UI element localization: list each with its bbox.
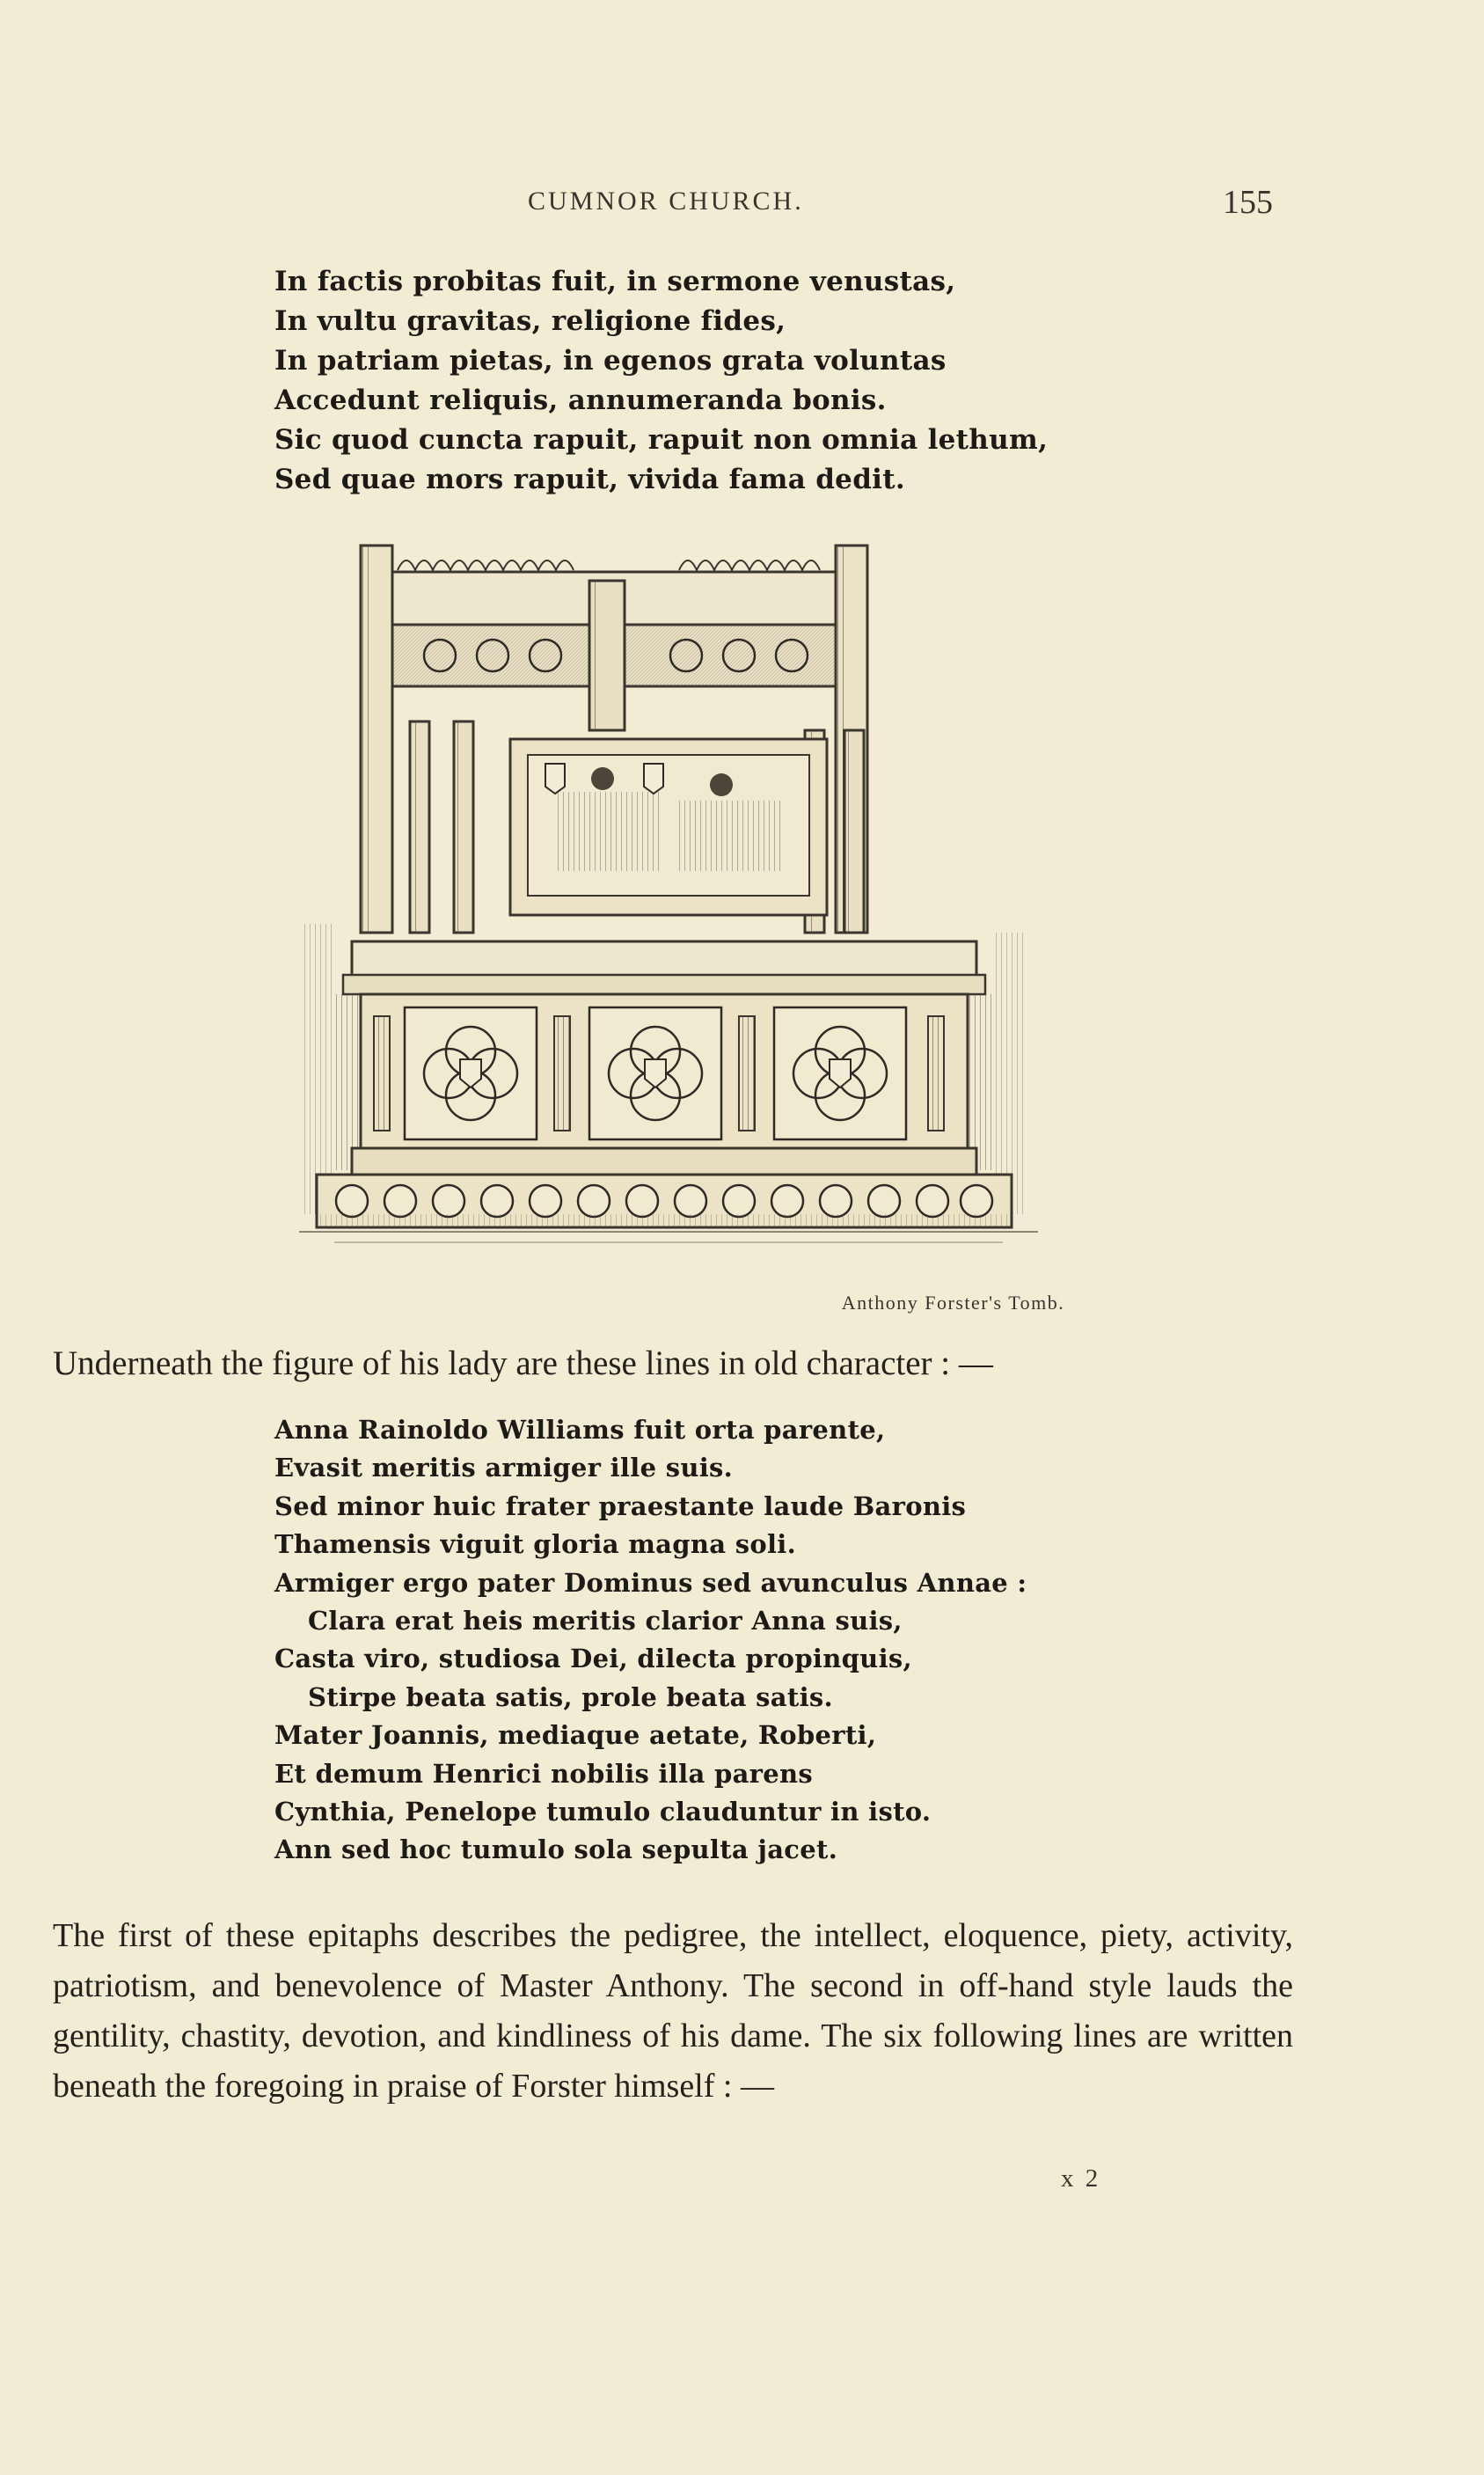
epitaph-line: Mater Joannis, mediaque aetate, Roberti, — [274, 1720, 877, 1751]
epitaph-line: In vultu gravitas, religione fides, — [274, 305, 786, 337]
epitaph-line: Casta viro, studiosa Dei, dilecta propinquis, — [274, 1644, 912, 1674]
epitaph-line: Thamensis viguit gloria magna soli. — [274, 1529, 797, 1560]
body-paragraph: The first of these epitaphs describes the pedigree, the intellect, eloquence, piety, activity, patriotism, and benevolence of Master Anthony. The second in off-hand style lauds the gentility, chastity, devotion, and kindliness of his dame. The six following lines are written beneath the foregoing in praise of Forster himself : — — [53, 1917, 1293, 2105]
running-head — [0, 184, 1484, 222]
intro-line: Underneath the figure of his lady are these lines in old character : — — [53, 1344, 993, 1382]
signature-mark: x 2 — [1061, 2164, 1101, 2193]
epitaph-line: Sed minor huic frater praestante laude Baronis — [274, 1490, 967, 1521]
epitaph-line: Cynthia, Penelope tumulo clauduntur in isto. — [274, 1797, 932, 1827]
page-number: 155 — [1223, 184, 1273, 221]
epitaph-line: Et demum Henrici nobilis illa parens — [274, 1758, 813, 1789]
epitaph-line: Stirpe beata satis, prole beata satis. — [308, 1681, 833, 1712]
tomb-illustration — [299, 528, 1065, 1314]
epitaph-line: Anna Rainoldo Williams fuit orta parente, — [274, 1415, 886, 1445]
epitaph-one — [274, 262, 1048, 500]
epitaph-line: Accedunt reliquis, annumeranda bonis. — [274, 384, 887, 416]
epitaph-line: Sed quae mors rapuit, vivida fama dedit. — [274, 464, 905, 495]
epitaph-two — [274, 1411, 1027, 1870]
epitaph-line: Ann sed hoc tumulo sola sepulta jacet. — [274, 1834, 838, 1865]
epitaph-line: In patriam pietas, in egenos grata voluntas — [274, 345, 947, 377]
epitaph-line: Armiger ergo pater Dominus sed avunculus Annae : — [274, 1567, 1027, 1598]
epitaph-line: Clara erat heis meritis clarior Anna suis, — [308, 1606, 903, 1637]
running-title: CUMNOR CHURCH. — [528, 187, 804, 216]
tomb-engraving — [299, 528, 1038, 1285]
epitaph-line: Sic quod cuncta rapuit, rapuit non omnia lethum, — [274, 424, 1049, 456]
epitaph-line: Evasit meritis armiger ille suis. — [274, 1453, 734, 1483]
figure-caption: Anthony Forster's Tomb. — [841, 1292, 1065, 1314]
epitaph-line: In factis probitas fuit, in sermone venustas, — [274, 266, 956, 297]
